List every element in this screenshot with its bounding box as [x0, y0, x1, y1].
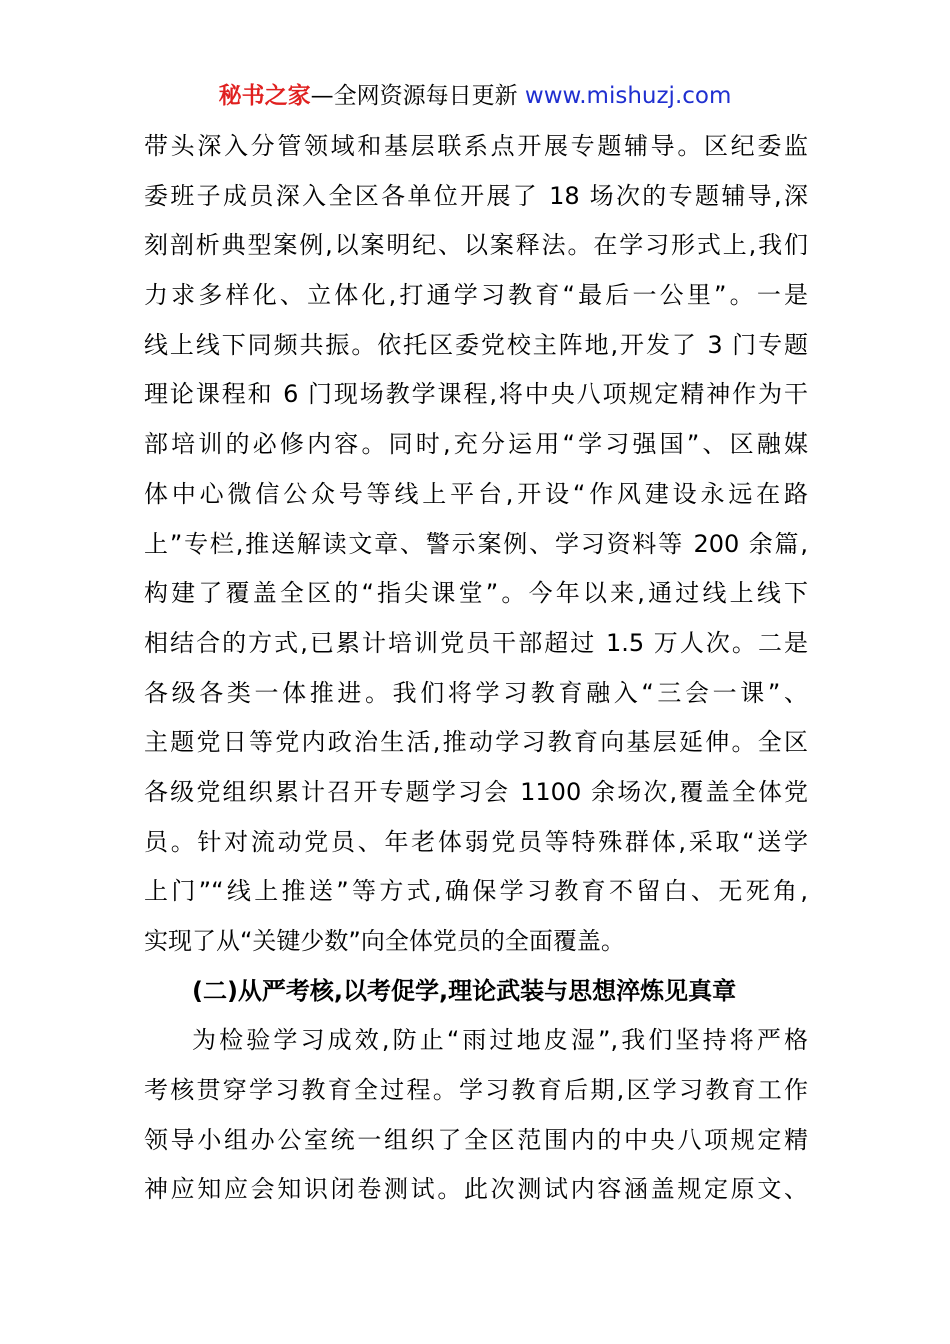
text-line: 带头深入分管领域和基层联系点开展专题辅导。区纪委监: [144, 132, 808, 160]
text-line: 主题党日等党内政治生活,推动学习教育向基层延伸。全区: [144, 728, 808, 757]
website-link[interactable]: www.mishuzj.com: [524, 83, 732, 109]
text-line: 委班子成员深入全区各单位开展了 18 场次的专题辅导,深: [144, 181, 808, 210]
document-body: [144, 122, 808, 1215]
text-line: 相结合的方式,已累计培训党员干部超过 1.5 万人次。二是: [144, 628, 808, 657]
text-line: 构建了覆盖全区的“指尖课堂”。今年以来,通过线上线下: [144, 579, 808, 608]
text-line: 线上线下同频共振。依托区委党校主阵地,开发了 3 门专题: [144, 330, 808, 359]
brand-name: 秘书之家: [218, 83, 311, 109]
text-line: 考核贯穿学习教育全过程。学习教育后期,区学习教育工作: [144, 1076, 808, 1105]
text-line: 实现了从“关键少数”向全体党员的全面覆盖。: [144, 927, 625, 955]
text-line: 各级各类一体推进。我们将学习教育融入“三会一课”、: [144, 678, 808, 707]
text-line: 领导小组办公室统一组织了全区范围内的中央八项规定精: [144, 1125, 808, 1154]
text-line: 体中心微信公众号等线上平台,开设“作风建设永远在路: [144, 479, 808, 508]
text-line: 力求多样化、立体化,打通学习教育“最后一公里”。一是: [144, 281, 808, 310]
page-header: [0, 80, 950, 112]
text-line: 各级党组织累计召开专题学习会 1100 余场次,覆盖全体党: [144, 777, 808, 806]
text-line: 上”专栏,推送解读文章、警示案例、学习资料等 200 余篇,: [144, 529, 808, 558]
text-line: 部培训的必修内容。同时,充分运用“学习强国”、区融媒: [144, 430, 808, 459]
text-line: 神应知应会知识闭卷测试。此次测试内容涵盖规定原文、: [144, 1175, 808, 1204]
header-tagline: —全网资源每日更新: [310, 83, 525, 109]
text-line: 员。针对流动党员、年老体弱党员等特殊群体,采取“送学: [144, 827, 808, 856]
text-line: 上门”“线上推送”等方式,确保学习教育不留白、无死角,: [144, 877, 808, 906]
section-heading: (二)从严考核,以考促学,理论武装与思想淬炼见真章: [192, 976, 737, 1005]
text-line: 理论课程和 6 门现场教学课程,将中央八项规定精神作为干: [144, 380, 808, 409]
text-line: 为检验学习成效,防止“雨过地皮湿”,我们坚持将严格: [192, 1026, 808, 1055]
text-line: 刻剖析典型案例,以案明纪、以案释法。在学习形式上,我们: [144, 231, 808, 260]
